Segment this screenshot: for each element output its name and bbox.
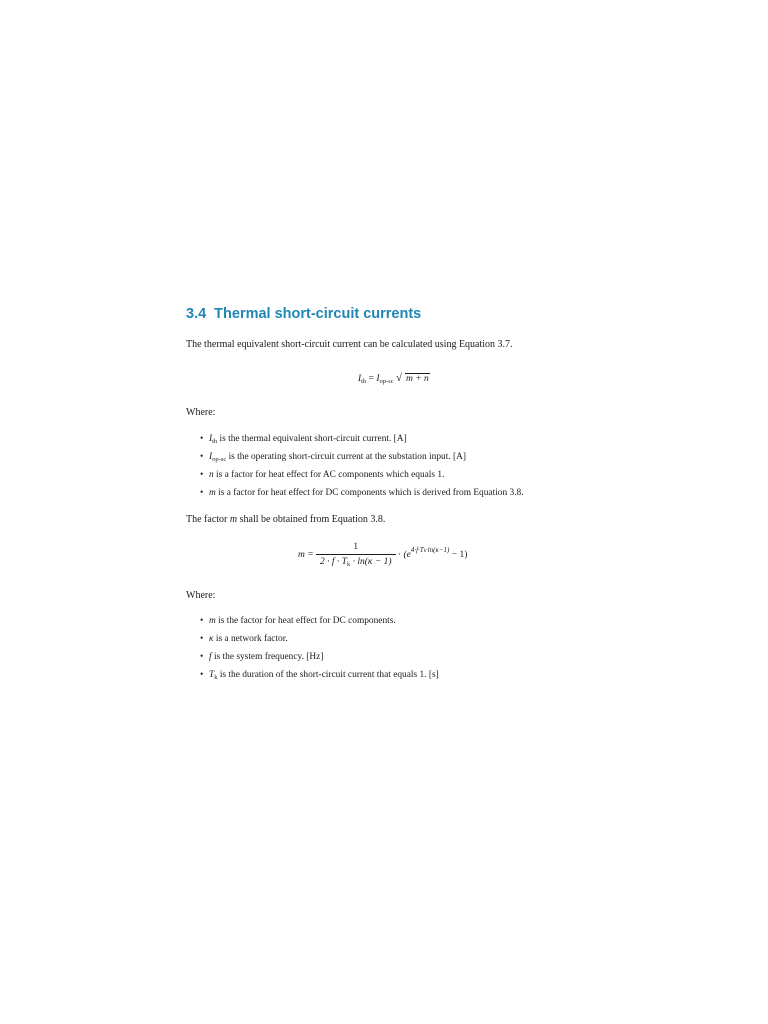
bullet-symbol: κ <box>209 634 214 644</box>
intro-paragraph: The thermal equivalent short-circuit current can be calculated using Equation 3.7. <box>186 339 513 350</box>
factor-paragraph <box>186 514 385 525</box>
multiply-dot: · <box>397 550 402 561</box>
denominator-sub: k <box>346 561 351 568</box>
exponent-sub: k <box>423 549 426 555</box>
eq1-lhs: I <box>358 374 362 384</box>
denominator-main: 2 · f · T <box>320 557 347 567</box>
section-title: Thermal short-circuit currents <box>214 306 422 322</box>
bullet-text: is a network factor. <box>215 634 288 644</box>
bullet-text: is the duration of the short-circuit current that equals 1. [s] <box>219 670 439 680</box>
section-number: 3.4 <box>186 306 207 322</box>
eq1-rhs: I <box>376 374 380 384</box>
variable-list-2 <box>200 615 439 687</box>
bullet-symbol-sub: k <box>214 674 218 681</box>
section-heading <box>186 306 421 322</box>
radical-sign: √ <box>395 372 403 384</box>
denominator-tail: · ln(κ − 1) <box>350 557 392 567</box>
where-label-2: Where: <box>186 590 216 601</box>
factor-pre: The factor <box>186 514 228 525</box>
eq1-lhs-sub: th <box>361 378 367 385</box>
fraction <box>316 542 396 568</box>
eq1-equals: = <box>368 374 374 384</box>
list-item <box>200 487 524 505</box>
variable-list-1 <box>200 433 524 505</box>
bullet-text: is the system frequency. [Hz] <box>213 652 324 662</box>
fraction-denominator <box>316 554 396 568</box>
bullet-symbol: m <box>209 616 216 626</box>
list-item <box>200 651 439 669</box>
factor-post: shall be obtained from Equation 3.8. <box>239 514 386 525</box>
eq2-lhs: m = <box>298 550 314 561</box>
exponent <box>411 546 450 554</box>
bullet-symbol: f <box>209 652 212 662</box>
bullet-symbol: n <box>209 470 214 480</box>
bullet-symbol: m <box>209 488 216 498</box>
square-root <box>396 374 430 384</box>
list-item <box>200 633 439 651</box>
exponent-main: 4·f·T <box>410 546 424 555</box>
list-item <box>200 669 439 687</box>
factor-symbol: m <box>229 514 238 525</box>
where-label-1: Where: <box>186 407 216 418</box>
bullet-symbol: I <box>209 434 213 444</box>
list-item <box>200 615 439 633</box>
bullet-symbol-sub: op-sc <box>212 456 227 463</box>
exp-open: (e <box>403 550 411 561</box>
list-item <box>200 433 524 451</box>
eq1-rhs-sub: op-sc <box>379 378 394 385</box>
bullet-text: is the operating short-circuit current at the substation input. [A] <box>228 452 466 462</box>
bullet-symbol: T <box>209 670 215 680</box>
fraction-numerator: 1 <box>353 542 359 552</box>
list-item <box>200 469 524 487</box>
eq1-radicand: m + n <box>405 374 429 384</box>
bullet-text: is a factor for heat effect for DC components which is derived from Equation 3.8. <box>218 488 524 498</box>
bullet-text: is a factor for heat effect for AC components which equals 1. <box>216 470 445 480</box>
exp-close: − 1) <box>449 550 468 561</box>
equation-3-8 <box>298 542 467 568</box>
bullet-symbol-sub: th <box>212 438 218 445</box>
equation-3-7 <box>358 374 430 385</box>
bullet-text: is the thermal equivalent short-circuit current. [A] <box>219 434 407 444</box>
bullet-text: is the factor for heat effect for DC components. <box>218 616 396 626</box>
exponent-tail: ·ln(κ−1) <box>425 546 450 555</box>
list-item <box>200 451 524 469</box>
bullet-symbol: I <box>209 452 213 462</box>
